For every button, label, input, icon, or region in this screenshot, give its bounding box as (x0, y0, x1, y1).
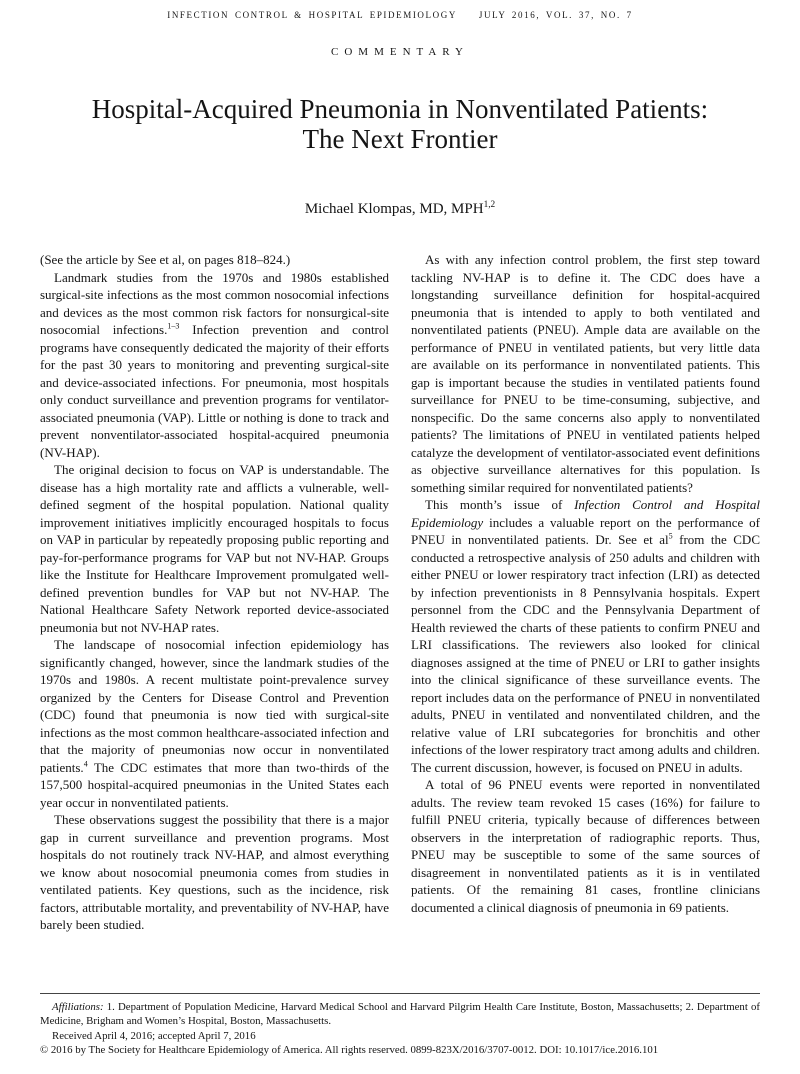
body-paragraph: Landmark studies from the 1970s and 1980s established surgical-site infections as the most common nosocomial infections and devices as the most common risk factors for nonsurgical-site nosocomial infections.$^{1-3}$ Infection prevention and control programs have consequently dedicated the majority of their efforts for the past 30 years to monitoring and preventing surgical-site and device-associated infections. For pneumonia, most hospitals only conduct surveillance and prevention programs for ventilator-associated pneumonia (VAP). Little or nothing is done to track and prevent nonventilator-associated hospital-acquired pneumonia (NV-HAP). (40, 269, 390, 460)
copyright-line: © 2016 by The Society for Healthcare Epidemiology of America. All rights reserved. 0899-823X/2016/3707-0012. DOI: 10.1017/ice.2016.101 (40, 1044, 659, 1057)
received-accepted: Received April 4, 2016; accepted April 7, 2016 (52, 1029, 256, 1042)
body-paragraph: These observations suggest the possibility that there is a major gap in current surveillance and prevention programs. Most hospitals do not routinely track NV-HAP, and almost everything we know about nosocomial pneumonia comes from studies in ventilated patients. Key questions, such as the incidence, risk factors, attributable mortality, and preventability of NV-HAP, have barely been studied. (40, 812, 389, 932)
issue-info: JULY 2016, VOL. 37, NO. 7 (478, 10, 633, 20)
title-line-1: Hospital-Acquired Pneumonia in Nonventilated Patients: (91, 94, 709, 124)
title-line-2: The Next Frontier (302, 124, 498, 154)
article-title (40, 94, 760, 154)
author-line: Michael Klompas, MD, MPH$^{1,2}$ (304, 200, 496, 217)
body-paragraph: This month’s issue of Infection Control and Hospital Epidemiology includes a valuable report on the performance of PNEU in nonventilated patients. Dr. See et $al^5$ from the CDC conducted a retrospective analysis of 250 adults and children with either PNEU or lower respiratory tract infection (LRI) as detected by infection preventionists in 8 Pennsylvania hospitals. Expert personnel from the CDC and the Pennsylvania Department of Health reviewed the charts of these patients to confirm PNEU and LRI classifications. The reviewers also looked for clinical diagnoses assigned at the time of PNEU or LRI to gather insights into the clinical significance of these surveillance events. The report includes data on the performance of PNEU in nonventilated adults, PNEU in ventilated and nonventilated children, and the relative value of LRI subcategories for bronchitis and other infections of the lower respiratory tract among adults and children. The current discussion, however, is focused on PNEU in adults. (411, 497, 760, 775)
right-column (411, 251, 760, 987)
body-paragraph: The landscape of nosocomial infection epidemiology has significantly changed, however, since the landmark studies of the 1970s and 1980s. A recent multistate point-prevalence survey organized by the Centers for Disease Control and Prevention (CDC) found that pneumonia is now tied with surgical-site infections as the most common healthcare-associated infection and that the majority of pneumonias now occur in nonventilated patients.$^4$ The CDC estimates that more than two-thirds of the 157,500 hospital-acquired pneumonias in the United States each year occur in nonventilated patients. (40, 637, 389, 810)
journal-name: INFECTION CONTROL & HOSPITAL EPIDEMIOLOGY (167, 10, 457, 20)
body-paragraph: As with any infection control problem, the first step toward tackling NV-HAP is to define it. The CDC does have a longstanding surveillance definition for hospital-acquired pneumonia that is intended to apply to both ventilated and nonventilated patients (PNEU). Ample data are available on the performance of PNEU in ventilated patients, but very little data are available on its performance in nonventilated patients. This gap is important because the studies in ventilated patients found surveillance for PNEU to be time-consuming, subjective, and nonspecific. Do the same concerns also apply to nonventilated patients? The limitations of PNEU in ventilated patients helped catalyze the development of ventilator-associated event definitions as objective surveillance alternatives for this population. Is something similar required for nonventilated patients? (411, 252, 760, 495)
body-paragraph: The original decision to focus on VAP is understandable. The disease has a high mortality rate and afflicts a vulnerable, well-defined segment of the hospital population. National quality improvement initiatives implicitly encouraged hospitals to focus on VAP in particular by repeatedly proposing public reporting and pay-for-performance programs for VAP but not NV-HAP. Groups like the Institute for Healthcare Improvement promulgated well-defined prevention bundles for VAP but not NV-HAP. The National Healthcare Safety Network reported device-associated pneumonia but not NV-HAP rates. (40, 462, 389, 635)
running-head (40, 10, 760, 20)
right-paragraphs (411, 251, 760, 916)
left-column (40, 251, 389, 987)
affiliations: Affiliations: 1. Department of Population Medicine, Harvard Medical School and Harvard Pilgrim Health Care Institute, Boston, Massachusetts; 2. Department of Medicine, Brigham and Women’s Hospital, Boston, Massachusetts. (40, 1000, 760, 1028)
left-paragraphs (40, 269, 389, 934)
footer (40, 993, 760, 1058)
article-body (40, 251, 760, 987)
footer-text (40, 994, 760, 1058)
see-note: (See the article by See et al, on pages 818–824.) (40, 252, 291, 267)
section-label: COMMENTARY (331, 46, 469, 58)
body-paragraph: A total of 96 PNEU events were reported in nonventilated adults. The review team revoked 15 cases (16%) for failure to fulfill PNEU criteria, typically because of differences between observers in the interpretation of radiographic reports. Thus, PNEU may be susceptible to some of the same sources of disagreement in nonventilated patients as it is in ventilated patients. Of the remaining 81 cases, frontline clinicians documented a clinical diagnosis of pneumonia in 69 patients. (411, 777, 760, 915)
